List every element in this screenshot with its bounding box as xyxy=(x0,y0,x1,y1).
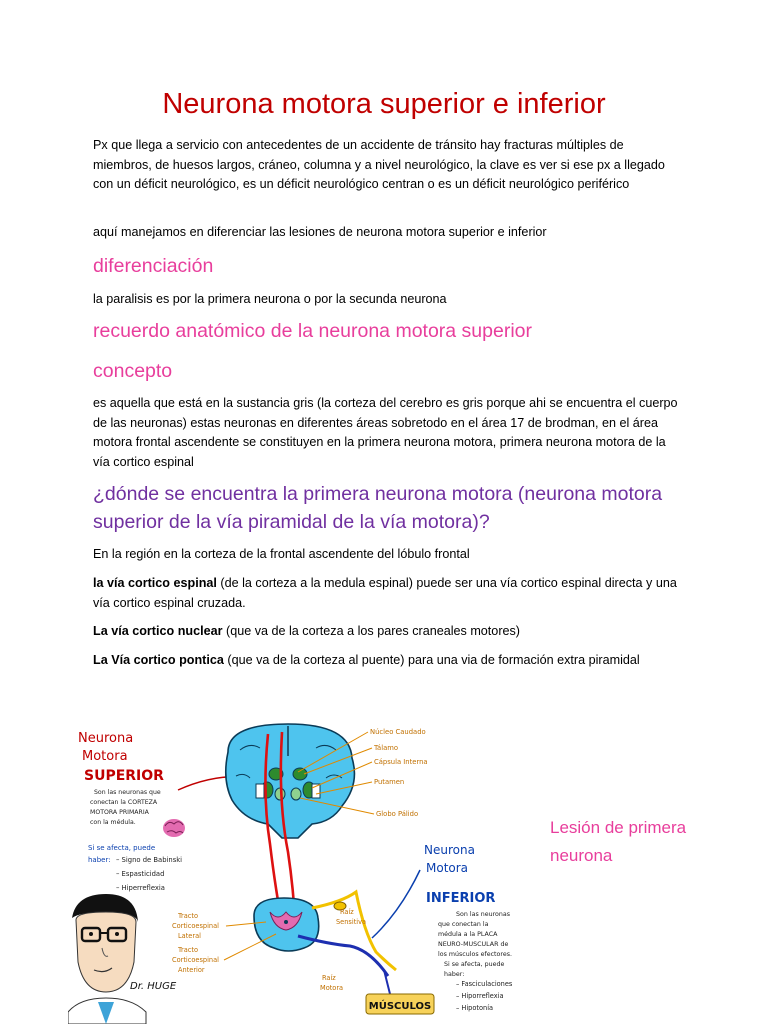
nmi-desc-1: Son las neuronas xyxy=(456,911,511,918)
nmi-desc-7: haber: xyxy=(444,971,465,978)
brain-section-icon xyxy=(226,724,355,838)
nmi-title-2: Motora xyxy=(426,861,469,875)
label-capsula-interna: Cápsula Interna xyxy=(374,758,428,766)
nms-title-3: SUPERIOR xyxy=(84,768,164,784)
label-tracto-1: Tracto xyxy=(178,912,199,920)
region-paragraph: En la región en la corteza de la frontal ascendente del lóbulo frontal xyxy=(93,547,470,561)
nmi-sign-1: – Fasciculaciones xyxy=(456,980,513,988)
nmi-desc-5: los músculos efectores. xyxy=(438,951,512,958)
paralisis-paragraph: la paralisis es por la primera neurona o por la secunda neurona xyxy=(93,292,447,306)
cortico-pontica-term: La Vía cortico pontica xyxy=(93,653,224,667)
nms-sign-2: – Espasticidad xyxy=(116,870,165,878)
label-nucleo-caudado: Núcleo Caudado xyxy=(370,728,426,736)
nms-sign-3: – Hiperreflexia xyxy=(116,884,165,892)
label-tracto-3: Lateral xyxy=(178,932,201,940)
label-tracto-2: Corticoespinal xyxy=(172,922,219,930)
sensory-root-yellow xyxy=(312,892,396,970)
label-raiz-sensitiva-2: Sensitiva xyxy=(336,918,367,926)
label-raiz-sensitiva-1: Raíz xyxy=(340,908,354,916)
cortico-espinal-term: la vía cortico espinal xyxy=(93,576,217,590)
intro-paragraph-2: aquí manejamos en diferenciar las lesiones de neurona motora superior e inferior xyxy=(93,225,547,239)
nmi-title-3: INFERIOR xyxy=(426,891,496,906)
nmi-desc-3: médula a la PLACA xyxy=(438,931,498,938)
heading-diferenciacion: diferenciación xyxy=(93,255,214,277)
nmi-sign-2: – Hiporreflexia xyxy=(456,992,504,1000)
label-tracto-5: Corticoespinal xyxy=(172,956,219,964)
nms-title-1: Neurona xyxy=(78,731,134,746)
nms-desc-1: Son las neuronas que xyxy=(94,789,161,796)
cortico-espinal-text: (de la corteza a la medula espinal) puede ser una vía cortico espinal directa y una vía cortico espinal cruzada. xyxy=(93,576,677,610)
heading-concepto: concepto xyxy=(93,360,173,382)
heading-donde: ¿dónde se encuentra la primera neurona motora (neurona motora superior de la vía piramidal de la vía motora)? xyxy=(93,483,663,533)
nmi-desc-6: Si se afecta, puede xyxy=(444,961,505,968)
side-note: Lesión de primera neurona xyxy=(550,818,687,865)
nms-sign-1: – Signo de Babinski xyxy=(116,856,183,864)
nmi-arrow xyxy=(372,870,420,938)
musculos-label: MÚSCULOS xyxy=(368,1001,432,1012)
small-brain-icon xyxy=(163,819,185,837)
label-tracto-4: Tracto xyxy=(178,946,199,954)
nmi-desc-2: que conectan la xyxy=(438,921,489,928)
nms-desc-3: MOTORA PRIMARIA xyxy=(90,809,149,816)
cortico-nuclear-term: La vía cortico nuclear xyxy=(93,624,223,638)
cortico-pontica-paragraph xyxy=(93,651,683,671)
signature: Dr. HUGE xyxy=(130,981,177,992)
nmi-desc-4: NEURO-MUSCULAR de xyxy=(438,941,509,948)
nmi-sign-3: – Hipotonía xyxy=(456,1004,494,1012)
cortico-espinal-paragraph xyxy=(93,574,683,613)
spinal-cord-section-icon xyxy=(254,898,319,951)
nms-afecta-1: Si se afecta, puede xyxy=(88,844,156,852)
neuron-illustration xyxy=(68,712,538,1024)
page-title: Neurona motora superior e inferior xyxy=(162,88,606,120)
nmi-title-1: Neurona xyxy=(424,843,475,857)
label-raiz-motora-2: Motora xyxy=(320,984,344,992)
nms-desc-4: con la médula. xyxy=(90,819,136,826)
label-talamo: Tálamo xyxy=(374,744,399,752)
cortico-nuclear-text: (que va de la corteza a los pares craneales motores) xyxy=(222,624,521,638)
intro-paragraph: Px que llega a servicio con antecedentes de un accidente de tránsito hay fracturas múltiples de miembros, de huesos largos, cráneo, columna y a nivel neurológico, la clave es ver si ese px a llegado con un déficit neurológico, es un déficit neurológico centran o es un déficit neurológico periférico xyxy=(93,138,665,191)
cortico-nuclear-paragraph xyxy=(93,622,683,642)
nms-desc-2: conectan la CORTEZA xyxy=(90,799,158,806)
nms-afecta-2: haber: xyxy=(88,856,111,864)
label-globo-palido: Globo Pálido xyxy=(376,810,419,818)
cortico-pontica-text: (que va de la corteza al puente) para una via de formación extra piramidal xyxy=(223,653,640,667)
concepto-paragraph: es aquella que está en la sustancia gris (la corteza del cerebro es gris porque ahi se encuentra el cuerpo de las neuronas) estas neuronas en diferentes áreas sobretodo en el área 17 de brodman, en el área motora frontal ascendente se constituyen en la primera neurona motora, primera neurona motora de la vía cortico espinal xyxy=(93,396,678,469)
heading-recuerdo: recuerdo anatómico de la neurona motora superior xyxy=(93,320,533,342)
musculos-label-box xyxy=(366,994,434,1014)
label-putamen: Putamen xyxy=(374,778,405,786)
label-tracto-6: Anterior xyxy=(178,966,205,974)
doctor-cartoon xyxy=(68,894,146,1024)
nms-title-2: Motora xyxy=(82,749,128,764)
label-raiz-motora-1: Raíz xyxy=(322,974,336,982)
